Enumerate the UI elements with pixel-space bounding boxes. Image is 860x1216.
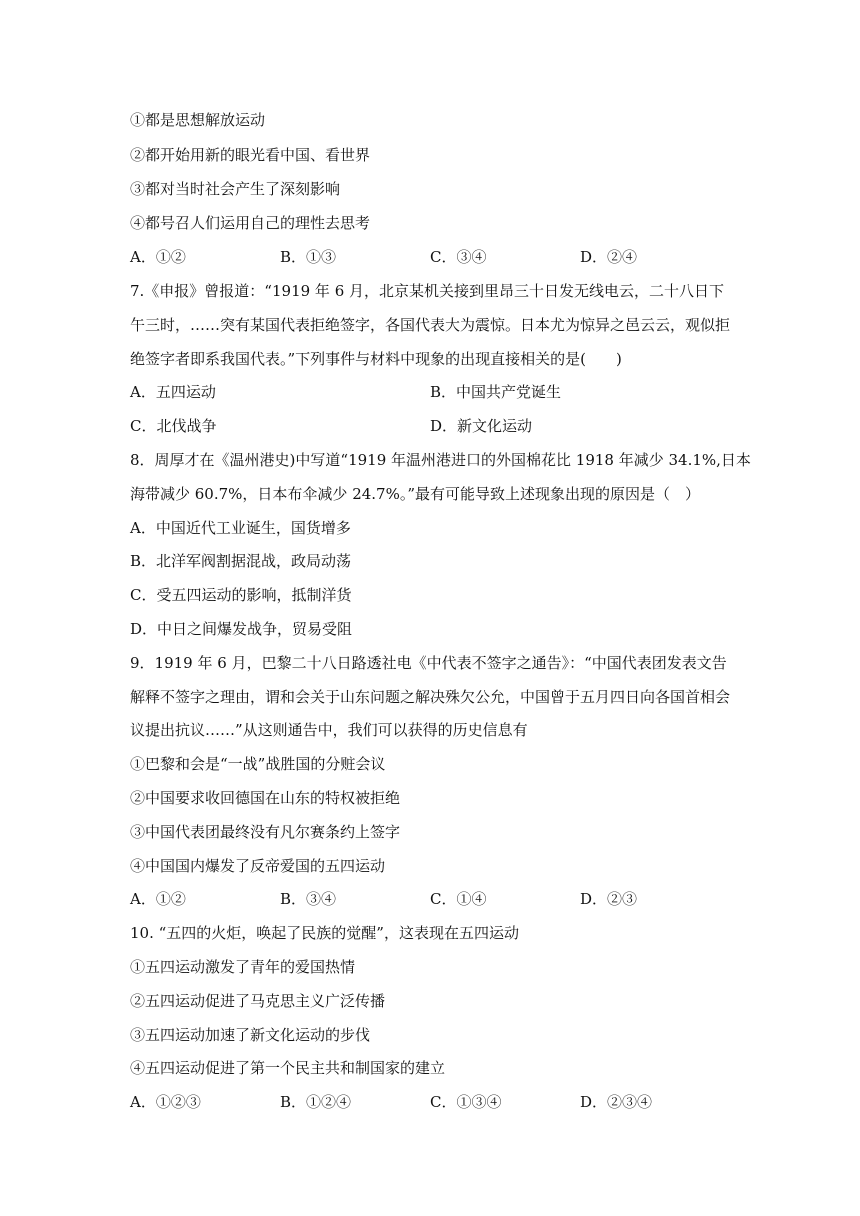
q9-statement-4: ④中国国内爆发了反帝爱国的五四运动	[130, 857, 386, 875]
q10-statement-1: ①五四运动激发了青年的爱国热情	[130, 958, 356, 976]
q7-stem-line-3: 绝签字者即系我国代表。”下列事件与材料中现象的出现直接相关的是( )	[130, 350, 622, 368]
q10-statement-2: ②五四运动促进了马克思主义广泛传播	[130, 992, 386, 1010]
q9-option-d: D．②③	[580, 890, 638, 908]
q10-option-b: B．①②④	[280, 1093, 352, 1111]
q6-statement-2: ②都开始用新的眼光看中国、看世界	[130, 146, 371, 164]
q8-stem-line-2: 海带减少 60.7%，日本布伞减少 24.7%。”最有可能导致上述现象出现的原因是（ ）	[130, 485, 701, 503]
q7-option-d: D．新文化运动	[430, 417, 533, 435]
q9-stem-line-3: 议提出抗议……”从这则通告中，我们可以获得的历史信息有	[130, 721, 528, 739]
q10-option-c: C．①③④	[430, 1093, 502, 1111]
q10-option-d: D．②③④	[580, 1093, 653, 1111]
q9-statement-1: ①巴黎和会是“一战”战胜国的分赃会议	[130, 755, 386, 773]
q7-option-c: C．北伐战争	[130, 417, 217, 435]
q9-statement-3: ③中国代表团最终没有凡尔赛条约上签字	[130, 823, 401, 841]
q7-option-a: A．五四运动	[130, 383, 216, 401]
q10-statement-4: ④五四运动促进了第一个民主共和制国家的建立	[130, 1059, 446, 1077]
q9-stem-line-2: 解释不签字之理由，谓和会关于山东问题之解决殊欠公允，中国曾于五月四日向各国首相会	[130, 688, 731, 706]
q9-option-c: C．①④	[430, 890, 487, 908]
q7-option-b: B．中国共产党诞生	[430, 383, 562, 401]
q6-statement-4: ④都号召人们运用自己的理性去思考	[130, 214, 371, 232]
q9-stem-line-1: 9．1919 年 6 月，巴黎二十八日路透社电《中代表不签字之通告》：“中国代表团发表文告	[130, 654, 727, 672]
q8-stem-line-1: 8．周厚才在《温州港史)中写道“1919 年温州港进口的外国棉花比 1918 年减少 34.1%,日本	[130, 451, 751, 469]
q10-statement-3: ③五四运动加速了新文化运动的步伐	[130, 1026, 371, 1044]
q6-option-c: C．③④	[430, 248, 487, 266]
q9-option-b: B．③④	[280, 890, 337, 908]
q6-statement-1: ①都是思想解放运动	[130, 111, 266, 129]
q7-stem-line-2: 午三时，……突有某国代表拒绝签字，各国代表大为震惊。日本尤为惊异之邑云云，观似拒	[130, 316, 731, 334]
q8-option-c: C．受五四运动的影响，抵制洋货	[130, 586, 352, 604]
q7-stem-line-1: 7.《申报》曾报道：“1919 年 6 月，北京某机关接到里昂三十日发无线电云，二十八日下	[130, 282, 725, 300]
q9-statement-2: ②中国要求收回德国在山东的特权被拒绝	[130, 789, 401, 807]
q8-option-a: A．中国近代工业诞生，国货增多	[130, 519, 351, 537]
q8-option-d: D．中日之间爆发战争，贸易受阻	[130, 620, 353, 638]
q6-option-b: B．①③	[280, 248, 337, 266]
q6-statement-3: ③都对当时社会产生了深刻影响	[130, 180, 341, 198]
q10-option-a: A．①②③	[130, 1093, 201, 1111]
q9-option-a: A．①②	[130, 890, 186, 908]
q8-option-b: B．北洋军阀割据混战，政局动荡	[130, 552, 352, 570]
q6-option-d: D．②④	[580, 248, 638, 266]
q10-stem-line-1: 10. “五四的火炬，唤起了民族的觉醒”，这表现在五四运动	[130, 924, 519, 942]
q6-option-a: A．①②	[130, 248, 186, 266]
